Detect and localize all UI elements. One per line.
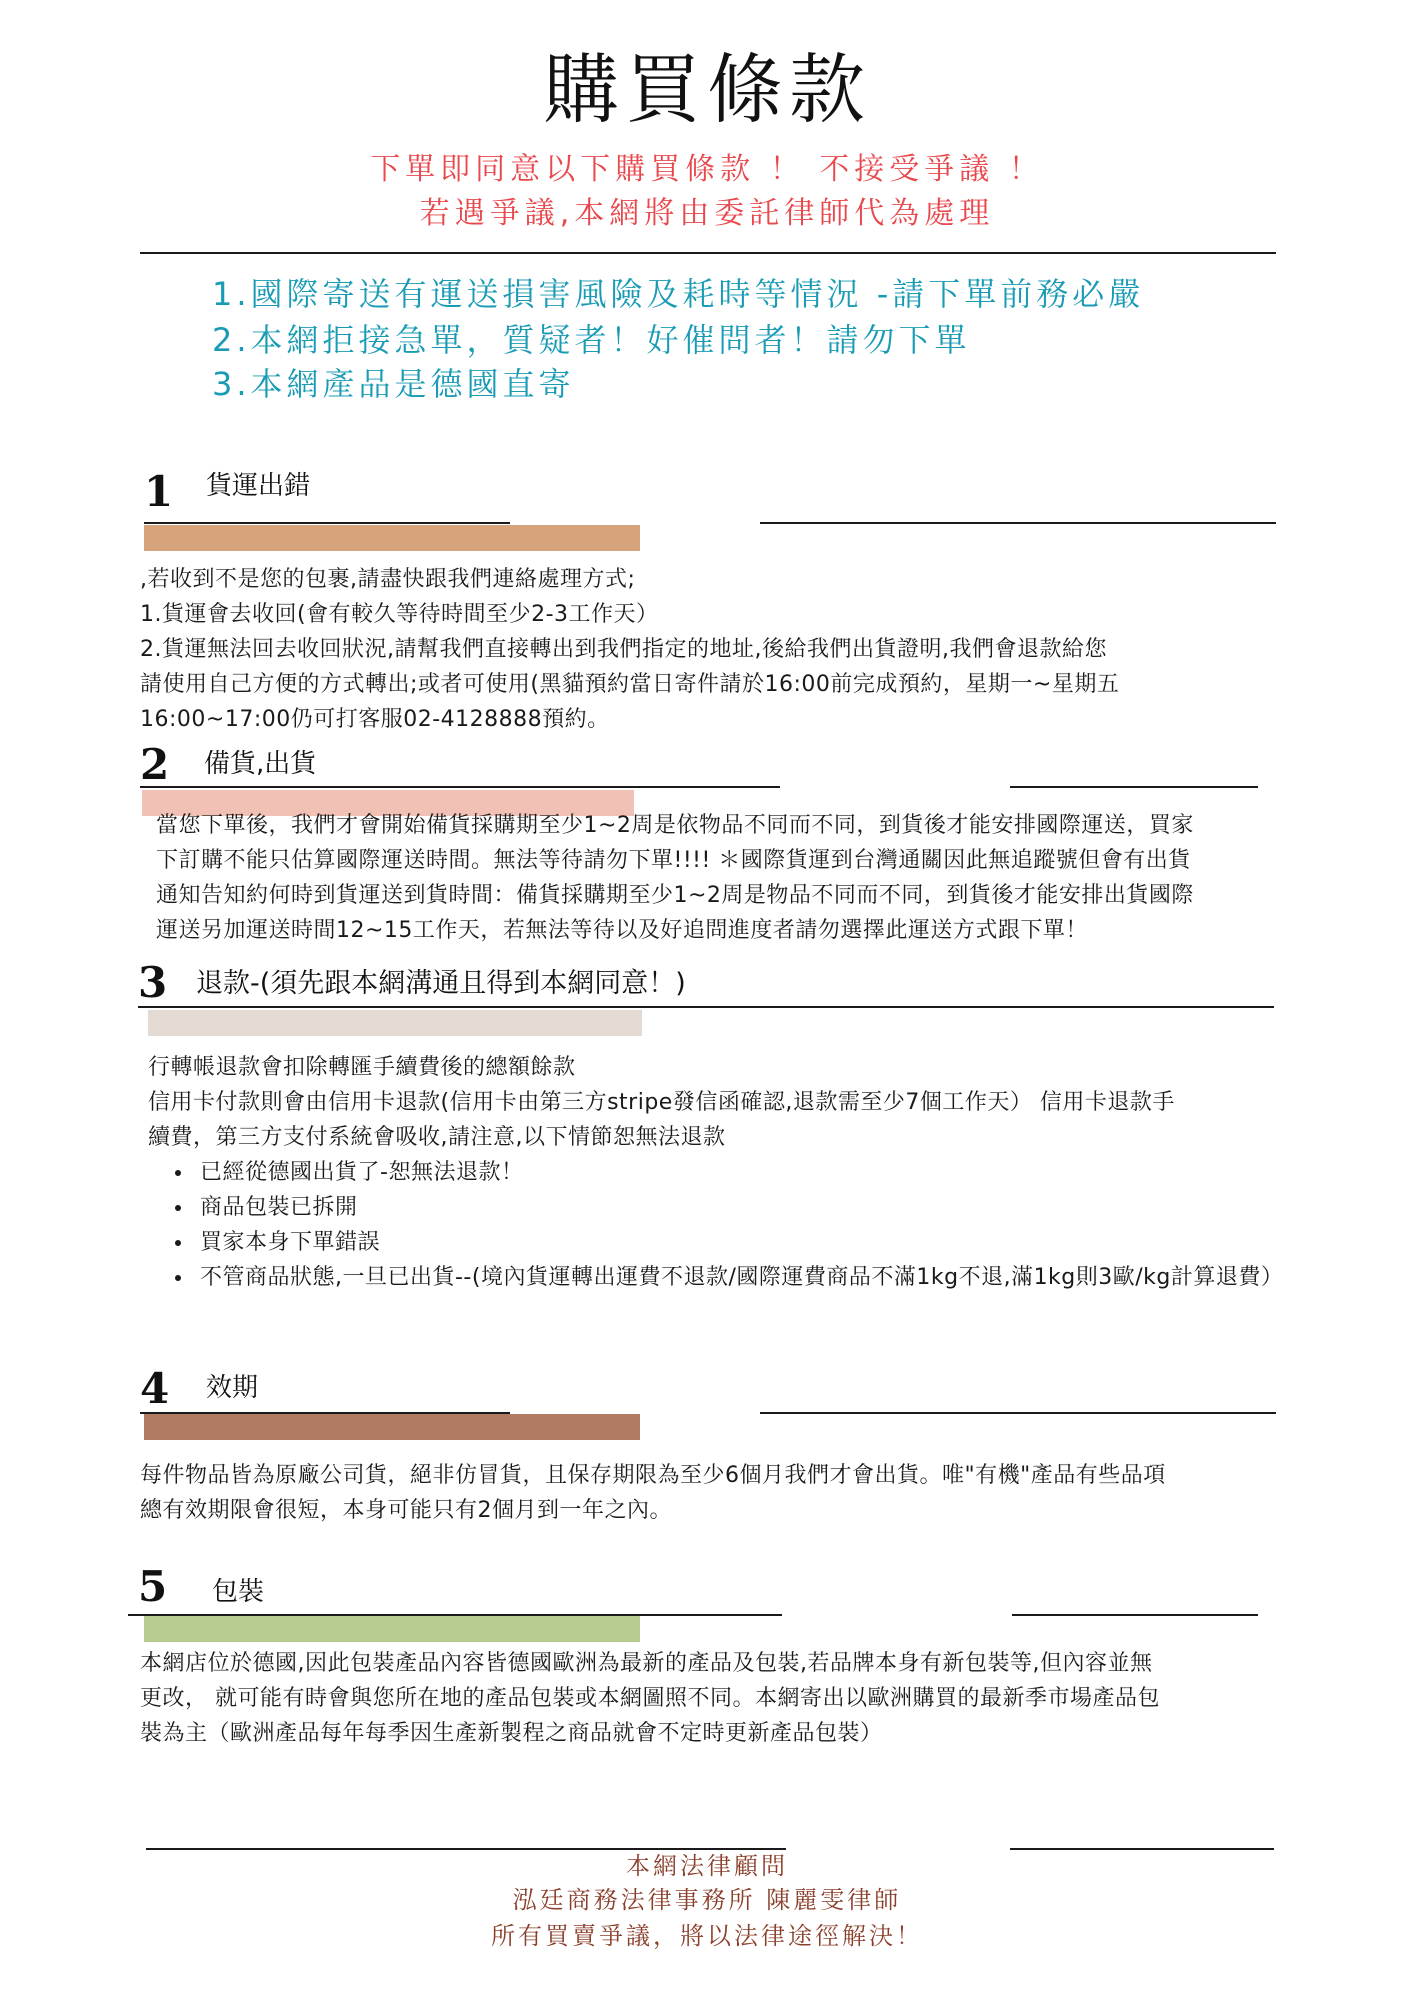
section-3-rule [138,1006,1274,1008]
section-3-number: 3 [138,958,168,1007]
section-4-body [140,1458,1340,1528]
section-2-rule-left [140,786,780,788]
list-item: • 買家本身下單錯誤 [194,1225,1274,1260]
footer-line-1: 本網法律顧問 [626,1852,788,1880]
section-5-line-2: 更改， 就可能有時會與您所在地的產品包裝或本網圖照不同。本網寄出以歐洲購買的最新季市場產品包 [140,1686,1160,1711]
section-4-line-2: 總有效期限會很短，本身可能只有2個月到一年之內。 [140,1498,672,1523]
footer-line-2: 泓廷商務法律事務所 陳麗雯律師 [512,1886,902,1914]
header-divider [140,252,1276,254]
section-5-color-bar [144,1616,640,1642]
section-3-body [148,1050,1328,1295]
footer-line-3: 所有買賣爭議，將以法律途徑解決！ [491,1922,923,1950]
section-4-number: 4 [140,1364,170,1413]
section-1-line-4: 請使用自己方便的方式轉出;或者可使用(黑貓預約當日寄件請於16:00前完成預約，星期一~星期五 [140,672,1120,697]
section-5-title: 包裝 [212,1577,265,1607]
section-5-number: 5 [138,1562,168,1611]
notice-1: 1.國際寄送有運送損害風險及耗時等情況 -請下單前務必嚴 [212,275,1145,313]
section-2-line-1: 當您下單後，我們才會開始備貨採購期至少1~2周是依物品不同而不同，到貨後才能安排國際運送，買家 [156,813,1194,838]
section-4-rule-right [760,1412,1276,1414]
section-2-title: 備貨,出貨 [204,749,317,779]
section-4-color-bar [144,1414,640,1440]
section-2-rule-right [1010,786,1258,788]
warning-line-1: 下單即同意以下購買條款 ！ 不接受爭議 ！ [370,152,1044,187]
section-5-line-1: 本網店位於德國,因此包裝產品內容皆德國歐洲為最新的產品及包裝,若品牌本身有新包裝等,但內容並無 [140,1651,1153,1676]
section-5-rule-right [1012,1614,1258,1616]
section-3-line-2: 信用卡付款則會由信用卡退款(信用卡由第三方stripe發信函確認,退款需至少7個工作天） 信用卡退款手 [148,1090,1175,1115]
section-1-title: 貨運出錯 [206,471,311,501]
section-1-line-1: ,若收到不是您的包裹,請盡快跟我們連絡處理方式; [140,567,636,592]
warning-line-2: 若遇爭議,本網將由委託律師代為處理 [419,196,995,231]
section-3-line-1: 行轉帳退款會扣除轉匯手續費後的總額餘款 [148,1055,576,1080]
section-1-line-2: 1.貨運會去收回(會有較久等待時間至少2-3工作天） [140,602,659,627]
section-1-line-5: 16:00~17:00仍可打客服02-4128888預約。 [140,707,610,732]
section-1-line-3: 2.貨運無法回去收回狀況,請幫我們直接轉出到我們指定的地址,後給我們出貨證明,我們會退款給您 [140,637,1107,662]
section-2-line-2: 下訂購不能只估算國際運送時間。無法等待請勿下單!!!! ＊國際貨運到台灣通關因此無追蹤號但會有出貨 [156,848,1191,873]
page-title: 購買條款 [543,45,871,134]
section-5-body [140,1646,1340,1751]
list-item: • 已經從德國出貨了-恕無法退款！ [194,1155,1274,1190]
refund-exceptions-list [148,1155,1284,1295]
section-2-line-4: 運送另加運送時間12~15工作天，若無法等待以及好追問進度者請勿選擇此運送方式跟下單！ [156,918,1088,943]
section-1-color-bar [144,525,640,551]
section-1-body [140,562,1300,737]
notice-2: 2.本網拒接急單，質疑者！好催問者！請勿下單 [212,321,971,359]
section-4-line-1: 每件物品皆為原廠公司貨，絕非仿冒貨，且保存期限為至少6個月我們才會出貨。唯"有機"產品有些品項 [140,1463,1166,1488]
section-1-rule-left [144,522,510,524]
section-3-color-bar [148,1010,642,1036]
section-3-title: 退款-(須先跟本網溝通且得到本網同意！) [196,968,686,999]
section-1-rule-right [760,522,1276,524]
section-3-line-3: 續費，第三方支付系統會吸收,請注意,以下情節恕無法退款 [148,1125,726,1150]
list-item: • 不管商品狀態,一旦已出貨--(境內貨運轉出運費不退款/國際運費商品不滿1kg不退,滿1kg則3歐/kg計算退費） [194,1260,1274,1295]
notice-3: 3.本網產品是德國直寄 [212,365,575,403]
list-item: • 商品包裝已拆開 [194,1190,1274,1225]
section-2-body [156,808,1366,948]
section-1-number: 1 [144,467,174,516]
section-5-line-3: 裝為主（歐洲產品每年每季因生產新製程之商品就會不定時更新產品包裝） [140,1721,883,1746]
section-4-title: 效期 [206,1373,259,1403]
section-2-number: 2 [140,740,170,789]
section-2-line-3: 通知告知約何時到貨運送到貨時間：備貨採購期至少1~2周是物品不同而不同，到貨後才能安排出貨國際 [156,883,1194,908]
